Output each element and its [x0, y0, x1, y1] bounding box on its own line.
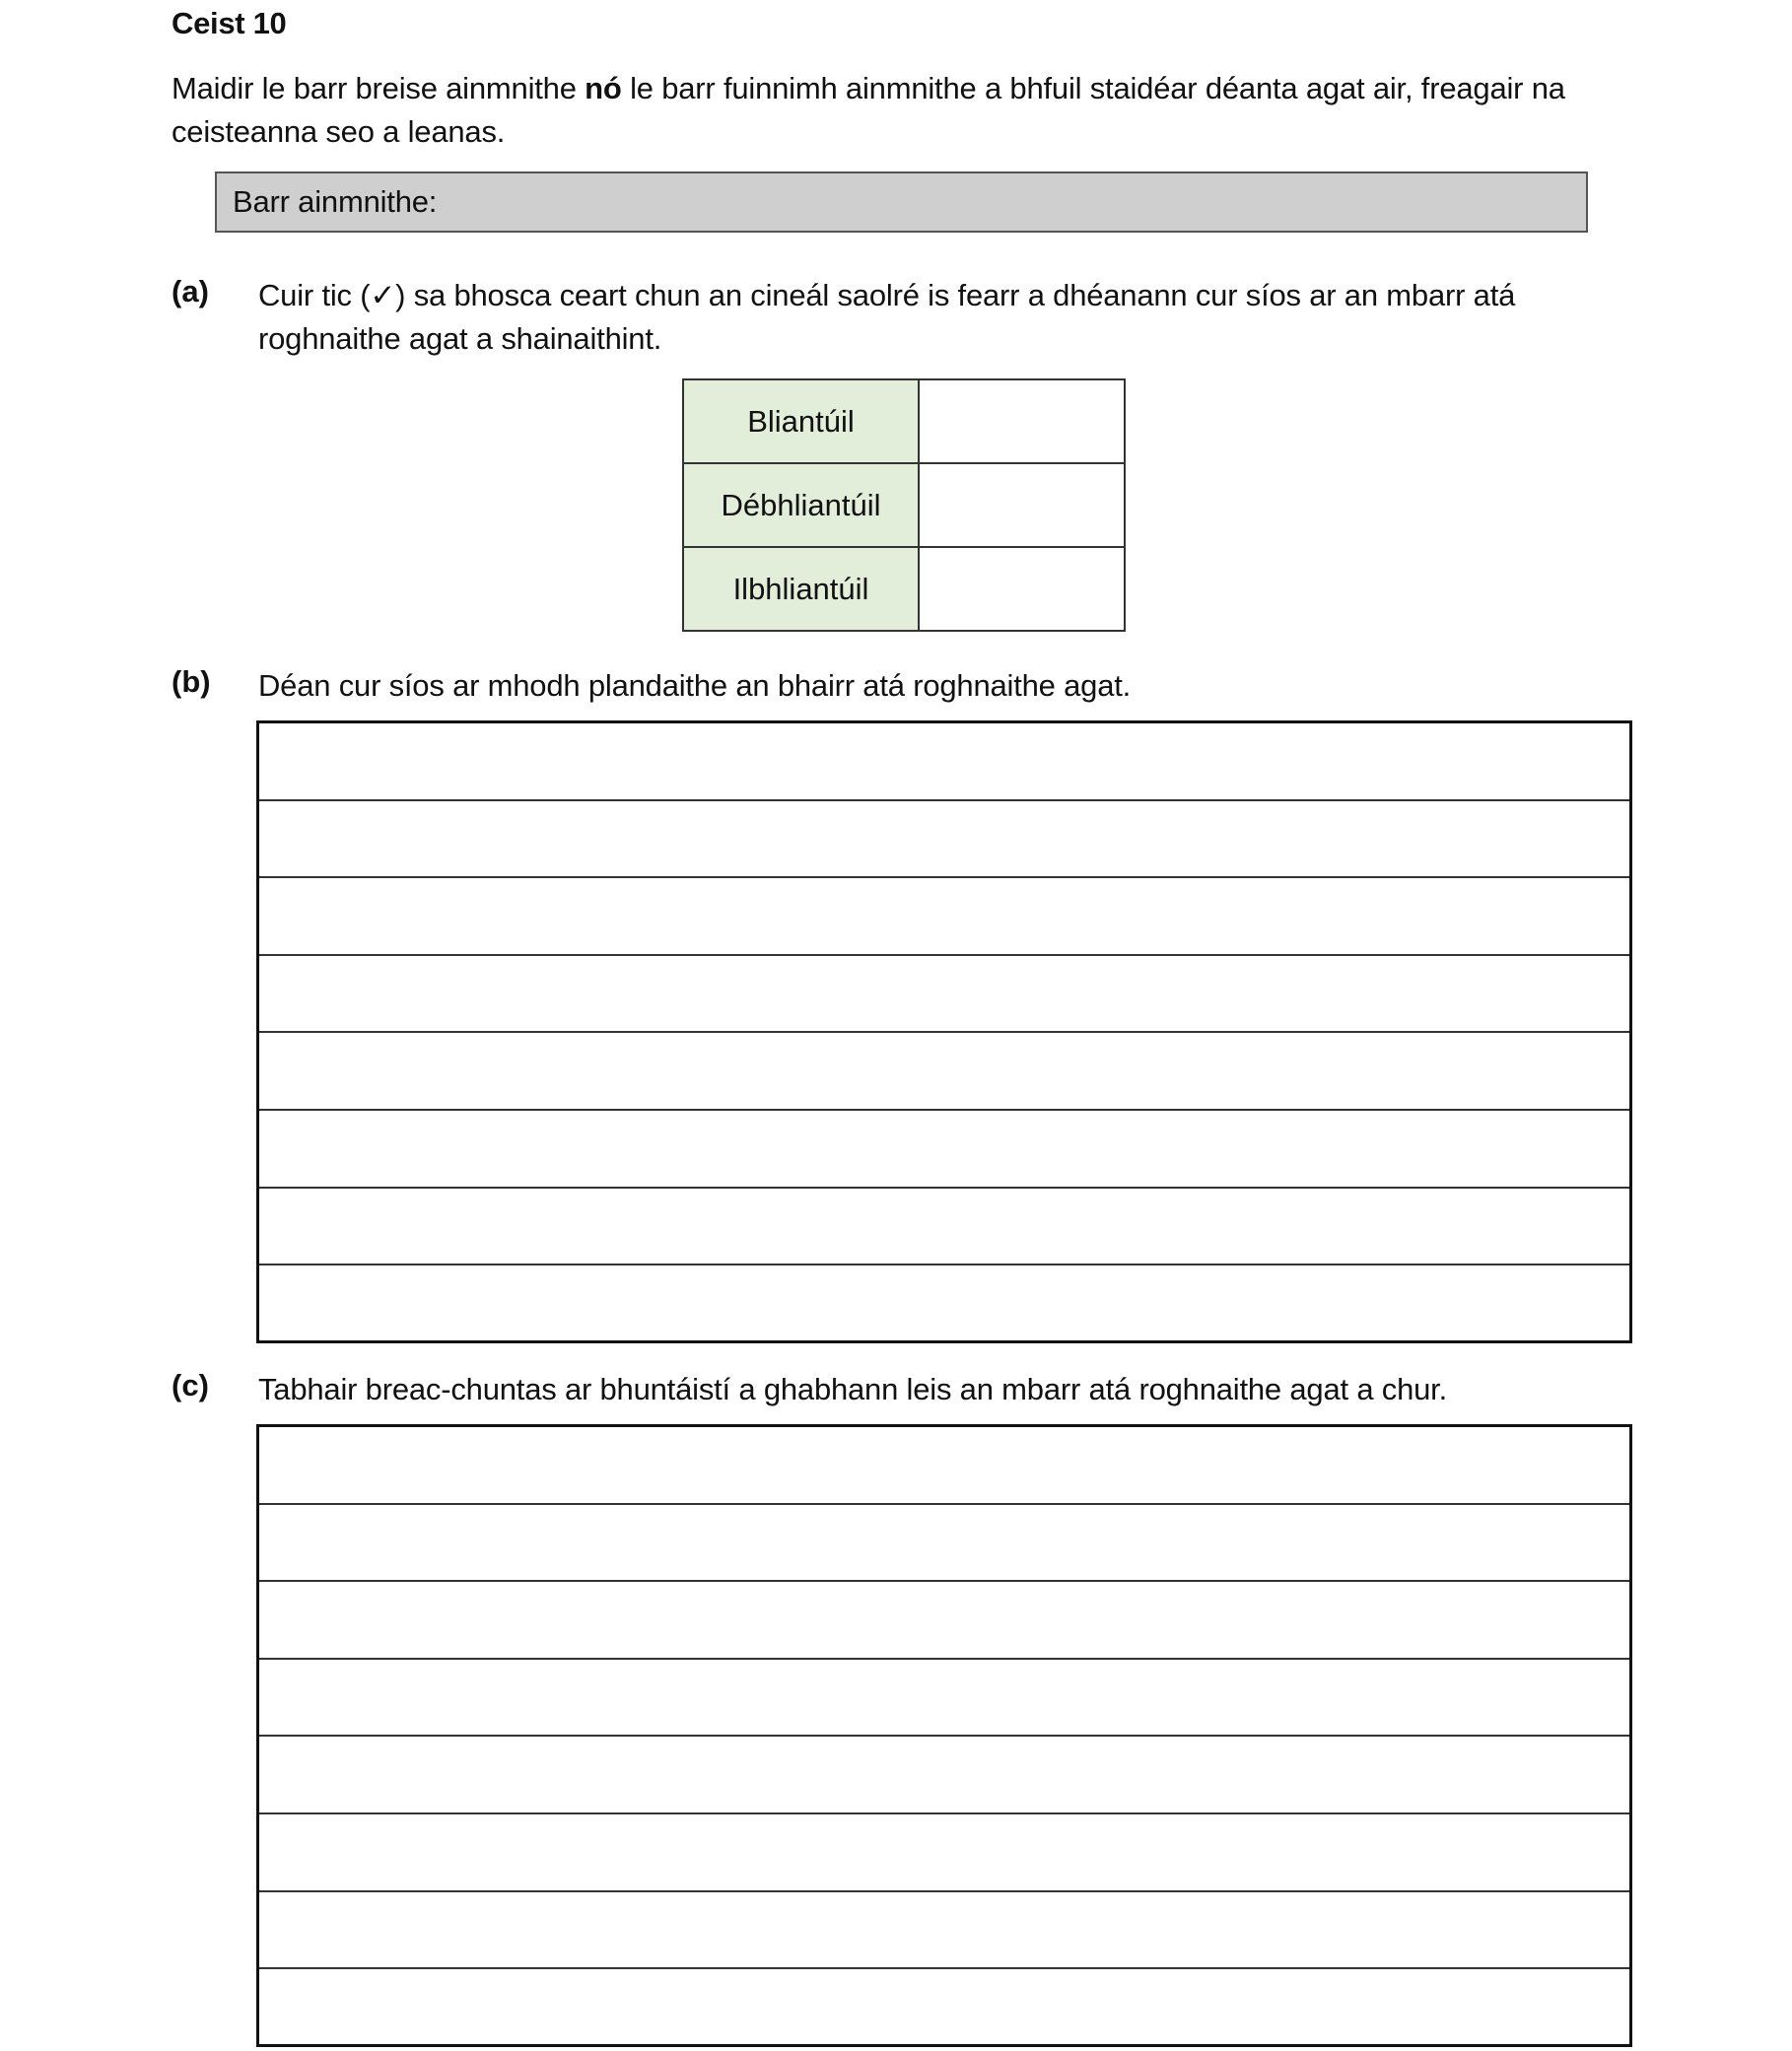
- question-title: Ceist 10: [172, 6, 287, 40]
- part-c-answer-box[interactable]: [256, 1424, 1632, 2047]
- part-a-text: Cuir tic (✓) sa bhosca ceart chun an cineál saolré is fearr a dhéanann cur síos ar an mbarr atá roghnaithe agat a shainaithint.: [258, 278, 1516, 356]
- answer-line[interactable]: [259, 1737, 1629, 1814]
- life-cycle-row-biennial: [683, 463, 1125, 547]
- answer-line[interactable]: [259, 878, 1629, 956]
- life-cycle-row-annual: [683, 379, 1125, 463]
- answer-line[interactable]: [259, 1265, 1629, 1343]
- tick-box-annual[interactable]: [919, 379, 1125, 463]
- answer-line[interactable]: [259, 1427, 1629, 1505]
- part-b-label: (b): [172, 664, 211, 699]
- option-label-biennial: Débhliantúil: [683, 463, 919, 547]
- question-intro: [172, 67, 1630, 154]
- answer-line[interactable]: [259, 1892, 1629, 1970]
- named-crop-label: Barr ainmnithe:: [233, 184, 438, 219]
- life-cycle-table: [682, 378, 1126, 632]
- intro-text-2: le barr fuinnimh ainmnithe a bhfuil staidéar déanta agat air, freagair na ceisteanna seo a leanas.: [172, 71, 1565, 149]
- answer-line[interactable]: [259, 1969, 1629, 2047]
- option-label-perennial: Ilbhliantúil: [683, 547, 919, 631]
- answer-line[interactable]: [259, 1033, 1629, 1111]
- answer-line[interactable]: [259, 1505, 1629, 1583]
- part-b-answer-box[interactable]: [256, 720, 1632, 1343]
- intro-emphasis: nó: [585, 71, 622, 105]
- tick-box-perennial[interactable]: [919, 547, 1125, 631]
- answer-line[interactable]: [259, 1814, 1629, 1892]
- option-label-annual: Bliantúil: [683, 379, 919, 463]
- part-a-label: (a): [172, 274, 209, 308]
- life-cycle-row-perennial: [683, 547, 1125, 631]
- tick-box-biennial[interactable]: [919, 463, 1125, 547]
- answer-line[interactable]: [259, 1660, 1629, 1738]
- answer-line[interactable]: [259, 956, 1629, 1034]
- answer-line[interactable]: [259, 1189, 1629, 1266]
- answer-line[interactable]: [259, 1111, 1629, 1189]
- part-b-text: Déan cur síos ar mhodh plandaithe an bhairr atá roghnaithe agat.: [258, 668, 1132, 703]
- intro-text-1: Maidir le barr breise ainmnithe: [172, 71, 586, 105]
- part-c-label: (c): [172, 1368, 209, 1402]
- part-c-text: Tabhair breac-chuntas ar bhuntáistí a ghabhann leis an mbarr atá roghnaithe agat a chur.: [258, 1372, 1447, 1406]
- answer-line[interactable]: [259, 801, 1629, 879]
- named-crop-field[interactable]: [215, 171, 1588, 233]
- answer-line[interactable]: [259, 723, 1629, 801]
- answer-line[interactable]: [259, 1582, 1629, 1660]
